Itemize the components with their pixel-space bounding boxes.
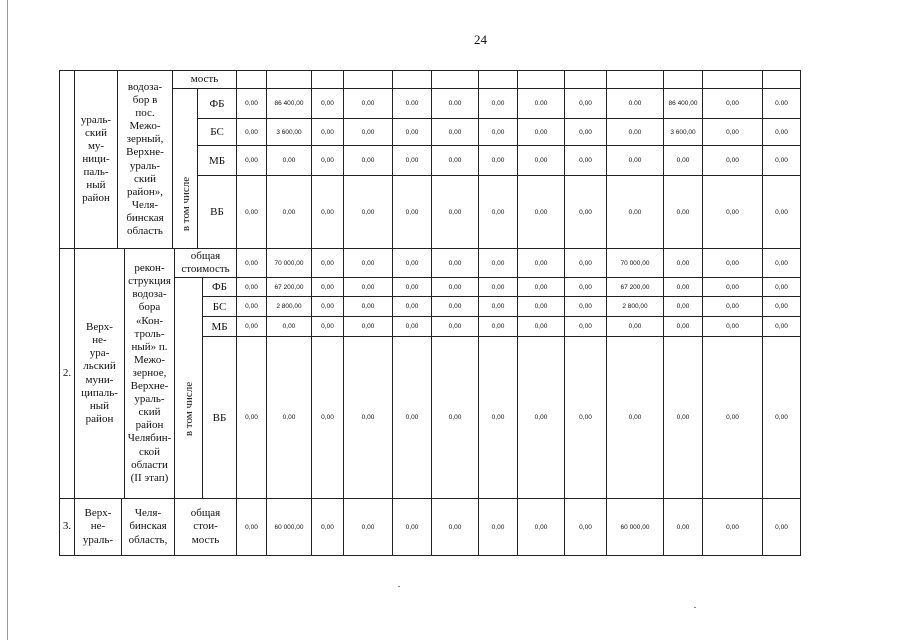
text-line: область,	[128, 533, 168, 546]
total-value-cell: 0,00	[517, 248, 565, 278]
district-cell	[74, 70, 118, 249]
text-line: зерный,	[126, 133, 164, 146]
funding-value-cell: 0,00	[236, 277, 267, 297]
funding-value-cell: 0,00	[762, 336, 801, 499]
funding-value-cell: 0,00	[517, 277, 565, 297]
page-number: 24	[474, 32, 487, 47]
funding-value-cell: 0,00	[517, 175, 565, 249]
text-line: район»,	[127, 185, 163, 198]
funding-source-label: ФБ	[202, 277, 237, 297]
funding-value-cell: 0,00	[236, 296, 267, 317]
funding-source-label: МБ	[202, 316, 237, 337]
total-value-cell	[564, 70, 607, 89]
funding-value-cell: 0,00	[702, 277, 763, 297]
funding-value-cell: 0,00	[564, 336, 607, 499]
text-line: не-	[90, 520, 106, 533]
row-number-cell: 3.	[59, 498, 75, 556]
funding-value-cell: 0,00	[702, 88, 763, 119]
total-value-cell	[392, 70, 432, 89]
funding-value-cell: 0,00	[702, 316, 763, 337]
funding-value-cell: 0,00	[392, 118, 432, 146]
funding-value-cell: 0,00	[431, 296, 479, 317]
funding-value-cell: 0,00	[311, 336, 344, 499]
funding-source-label: ФБ	[197, 88, 237, 119]
funding-value-cell: 0,00	[343, 118, 393, 146]
total-value-cell	[762, 70, 801, 89]
text-line: области	[131, 458, 168, 471]
row-number-cell	[59, 70, 75, 249]
funding-value-cell: 0,00	[478, 296, 518, 317]
text-line: ский	[134, 172, 156, 185]
total-value-cell: 70 000,00	[266, 248, 312, 278]
total-value-cell: 0,00	[236, 248, 267, 278]
funding-value-cell: 0,00	[762, 145, 801, 176]
text-line: бинская	[129, 520, 167, 533]
total-value-cell: 0,00	[564, 248, 607, 278]
funding-value-cell: 0,00	[702, 118, 763, 146]
funding-value-cell: 0,00	[762, 118, 801, 146]
total-value-cell: 0,00	[762, 498, 801, 556]
funding-value-cell: 0,00	[392, 316, 432, 337]
funding-value-cell: 86 400,00	[266, 88, 312, 119]
funding-value-cell: 0,00	[564, 316, 607, 337]
funding-value-cell: 0,00	[663, 175, 703, 249]
funding-value-cell: 0,00	[606, 175, 664, 249]
funding-value-cell: 0,00	[663, 316, 703, 337]
total-value-cell: 0,00	[478, 498, 518, 556]
funding-value-cell: 0,00	[236, 88, 267, 119]
funding-value-cell: 0,00	[392, 336, 432, 499]
funding-value-cell: 0,00	[343, 277, 393, 297]
text-line: стои-	[193, 520, 218, 533]
funding-value-cell: 0,00	[702, 175, 763, 249]
text-line: стоимость	[181, 263, 230, 275]
total-value-cell: 0,00	[663, 248, 703, 278]
object-description-cell	[121, 498, 175, 556]
total-value-cell: 0,00	[311, 248, 344, 278]
total-value-cell	[606, 70, 664, 89]
funding-value-cell: 0,00	[266, 175, 312, 249]
text-line: бора	[138, 301, 161, 314]
funding-value-cell: 0,00	[478, 88, 518, 119]
total-value-cell: 0,00	[564, 498, 607, 556]
funding-value-cell: 0,00	[564, 175, 607, 249]
funding-value-cell: 0,00	[517, 336, 565, 499]
funding-value-cell: 0,00	[311, 118, 344, 146]
funding-value-cell: 0,00	[311, 145, 344, 176]
text-line: Челя-	[134, 507, 162, 520]
total-value-cell: 0,00	[702, 248, 763, 278]
total-value-cell	[236, 70, 267, 89]
funding-value-cell: 0,00	[517, 118, 565, 146]
object-description-cell	[117, 70, 173, 249]
in-that-number-label: в том числе	[179, 176, 192, 232]
funding-value-cell: 0,00	[431, 316, 479, 337]
text-line: ский	[85, 126, 107, 139]
text-line: ници-	[82, 152, 110, 165]
funding-value-cell: 0,00	[564, 296, 607, 317]
funding-value-cell: 0,00	[343, 296, 393, 317]
funding-value-cell: 0.00	[431, 88, 479, 119]
total-value-cell	[431, 70, 479, 89]
total-value-cell: 0,00	[517, 498, 565, 556]
total-value-cell	[343, 70, 393, 89]
funding-value-cell: 0,00	[236, 118, 267, 146]
text-line: троль-	[134, 327, 165, 340]
funding-value-cell: 0,00	[606, 118, 664, 146]
text-line: Верхне-	[126, 146, 164, 159]
in-that-number-label-cell	[172, 88, 198, 249]
funding-value-cell: 67 200,00	[606, 277, 664, 297]
total-value-cell	[702, 70, 763, 89]
total-value-cell: 0,00	[762, 248, 801, 278]
total-value-cell	[311, 70, 344, 89]
text-line: Межо-	[129, 120, 161, 133]
funding-value-cell: 2 800,00	[266, 296, 312, 317]
in-that-number-label: в том числе	[183, 381, 195, 437]
funding-value-cell: 0,00	[431, 277, 479, 297]
text-line: ный» п.	[131, 340, 168, 353]
text-line: район	[135, 419, 164, 432]
funding-value-cell: 0,00	[236, 316, 267, 337]
text-line: район	[85, 412, 114, 425]
total-value-cell: 0,00	[236, 498, 267, 556]
funding-value-cell: 0,00	[564, 88, 607, 119]
funding-value-cell: 0,00	[478, 336, 518, 499]
funding-value-cell: 0,00	[663, 277, 703, 297]
funding-value-cell: 0.00	[606, 88, 664, 119]
total-value-cell: 0,00	[431, 248, 479, 278]
text-line: Челябин-	[127, 432, 172, 445]
total-value-cell: 60 000,00	[266, 498, 312, 556]
text-line: ураль-	[134, 393, 165, 406]
funding-value-cell: 0.00	[762, 88, 801, 119]
total-value-cell: 0,00	[702, 498, 763, 556]
in-that-number-label-cell	[174, 277, 203, 499]
funding-value-cell: 0,00	[236, 145, 267, 176]
total-value-cell: 0,00	[431, 498, 479, 556]
total-cost-label	[172, 70, 237, 89]
funding-value-cell: 0,00	[564, 118, 607, 146]
total-value-cell: 70 000,00	[606, 248, 664, 278]
funding-value-cell: 0,00	[762, 296, 801, 317]
funding-value-cell: 0,00	[564, 277, 607, 297]
funding-value-cell: 0,00	[311, 88, 344, 119]
text-line: паль-	[83, 166, 109, 179]
text-line: ципаль-	[81, 386, 118, 399]
funding-value-cell: 0,00	[762, 277, 801, 297]
total-value-cell: 0,00	[311, 498, 344, 556]
funding-value-cell: 0,00	[431, 118, 479, 146]
total-value-cell: 0,00	[392, 498, 432, 556]
text-line: ураль-	[80, 113, 112, 126]
funding-value-cell: 0,00	[392, 296, 432, 317]
funding-value-cell: 0,00	[478, 118, 518, 146]
funding-value-cell: 0.00	[392, 88, 432, 119]
funding-value-cell: 0,00	[702, 296, 763, 317]
stray-mark	[694, 607, 696, 608]
funding-value-cell: 0,00	[517, 145, 565, 176]
total-value-cell	[663, 70, 703, 89]
text-line: ура-	[89, 347, 110, 360]
text-line: струкция	[128, 275, 171, 288]
funding-value-cell: 0,00	[431, 145, 479, 176]
funding-value-cell: 0,00	[478, 145, 518, 176]
funding-source-label: ВБ	[202, 336, 237, 499]
text-line: ный	[89, 399, 110, 412]
funding-value-cell: 0,00	[343, 88, 393, 119]
funding-value-cell: 0,00	[663, 336, 703, 499]
district-cell	[74, 498, 122, 556]
funding-value-cell: 0,00	[762, 175, 801, 249]
funding-value-cell: 0,00	[431, 175, 479, 249]
text-line: пос.	[135, 107, 155, 120]
funding-value-cell: 0,00	[311, 277, 344, 297]
text-line: ской	[138, 445, 161, 458]
funding-value-cell: 0,00	[236, 336, 267, 499]
total-value-cell: 60 000,00	[606, 498, 664, 556]
text-line: «Кон-	[135, 314, 164, 327]
row-number-cell: 2.	[59, 248, 75, 499]
total-value-cell: 0,00	[478, 248, 518, 278]
text-line: ский	[138, 406, 161, 419]
text-line: бинская	[126, 211, 164, 224]
total-value-cell: 0,00	[392, 248, 432, 278]
text-line: Верхне-	[130, 380, 169, 393]
total-value-cell: 0,00	[343, 248, 393, 278]
funding-value-cell: 0,00	[343, 145, 393, 176]
total-value-cell: 0,00	[663, 498, 703, 556]
total-cost-label	[174, 498, 237, 556]
funding-value-cell: 0,00	[236, 175, 267, 249]
funding-source-label: БС	[197, 118, 237, 146]
text-line: Верх-	[86, 321, 113, 334]
funding-value-cell: 0,00	[606, 145, 664, 176]
text-line: му-	[87, 139, 105, 152]
text-line: ный	[86, 179, 106, 192]
text-line: мость	[190, 72, 219, 85]
total-value-cell: 0,00	[343, 498, 393, 556]
total-value-cell	[517, 70, 565, 89]
funding-value-cell: 0,00	[311, 296, 344, 317]
funding-source-label: МБ	[197, 145, 237, 176]
text-line: Челя-	[131, 198, 159, 211]
funding-value-cell: 3 600,00	[663, 118, 703, 146]
text-line: муни-	[85, 373, 114, 386]
funding-value-cell: 0,00	[392, 277, 432, 297]
funding-value-cell: 0,00	[478, 175, 518, 249]
text-line: льский	[83, 360, 116, 373]
funding-value-cell: 0,00	[311, 175, 344, 249]
text-line: рекон-	[134, 262, 165, 275]
text-line: зерное,	[132, 366, 167, 379]
funding-value-cell: 0,00	[343, 316, 393, 337]
text-line: ураль-	[129, 159, 161, 172]
funding-value-cell: 0,00	[311, 316, 344, 337]
funding-value-cell: 0,00	[702, 145, 763, 176]
funding-value-cell: 0,00	[663, 296, 703, 317]
text-line: бор в	[132, 94, 158, 107]
text-line: Межо-	[133, 353, 165, 366]
text-line: общая	[190, 249, 221, 262]
funding-value-cell: 0,00	[266, 145, 312, 176]
funding-value-cell: 0,00	[702, 336, 763, 499]
funding-value-cell: 0,00	[606, 336, 664, 499]
funding-value-cell: 0,00	[392, 145, 432, 176]
funding-value-cell: 0,00	[266, 336, 312, 499]
funding-value-cell: 3 600,00	[266, 118, 312, 146]
funding-source-label: БС	[202, 296, 237, 317]
scan-edge-line	[7, 0, 8, 640]
total-value-cell	[478, 70, 518, 89]
text-line: общая	[190, 507, 221, 520]
funding-value-cell: 2 800,00	[606, 296, 664, 317]
text-line: Верх-	[84, 507, 112, 520]
text-line: не-	[92, 334, 107, 347]
funding-value-cell: 0.00	[517, 88, 565, 119]
funding-value-cell: 0,00	[266, 316, 312, 337]
funding-value-cell: 0,00	[564, 145, 607, 176]
text-line: водоза-	[127, 80, 163, 93]
text-line: мость	[191, 533, 220, 546]
funding-value-cell: 0,00	[517, 316, 565, 337]
text-line: область	[127, 224, 163, 237]
funding-value-cell: 0,00	[431, 336, 479, 499]
text-line: район	[82, 192, 110, 205]
funding-value-cell: 0,00	[762, 316, 801, 337]
total-cost-label	[174, 248, 237, 278]
funding-value-cell: 0,00	[663, 145, 703, 176]
text-line: водоза-	[132, 288, 167, 301]
funding-value-cell: 0,00	[343, 336, 393, 499]
text-line: ураль-	[82, 533, 114, 546]
object-description-cell	[124, 248, 175, 499]
funding-value-cell: 0,00	[517, 296, 565, 317]
funding-value-cell: 0,00	[478, 316, 518, 337]
funding-value-cell: 67 200,00	[266, 277, 312, 297]
text-line: (II этап)	[130, 471, 169, 484]
funding-value-cell: 0,00	[606, 316, 664, 337]
funding-value-cell: 0,00	[392, 175, 432, 249]
funding-value-cell: 0,00	[478, 277, 518, 297]
stray-mark	[398, 586, 400, 587]
district-cell	[74, 248, 125, 499]
funding-value-cell: 86 400,00	[663, 88, 703, 119]
funding-source-label: ВБ	[197, 175, 237, 249]
total-value-cell	[266, 70, 312, 89]
funding-value-cell: 0,00	[343, 175, 393, 249]
